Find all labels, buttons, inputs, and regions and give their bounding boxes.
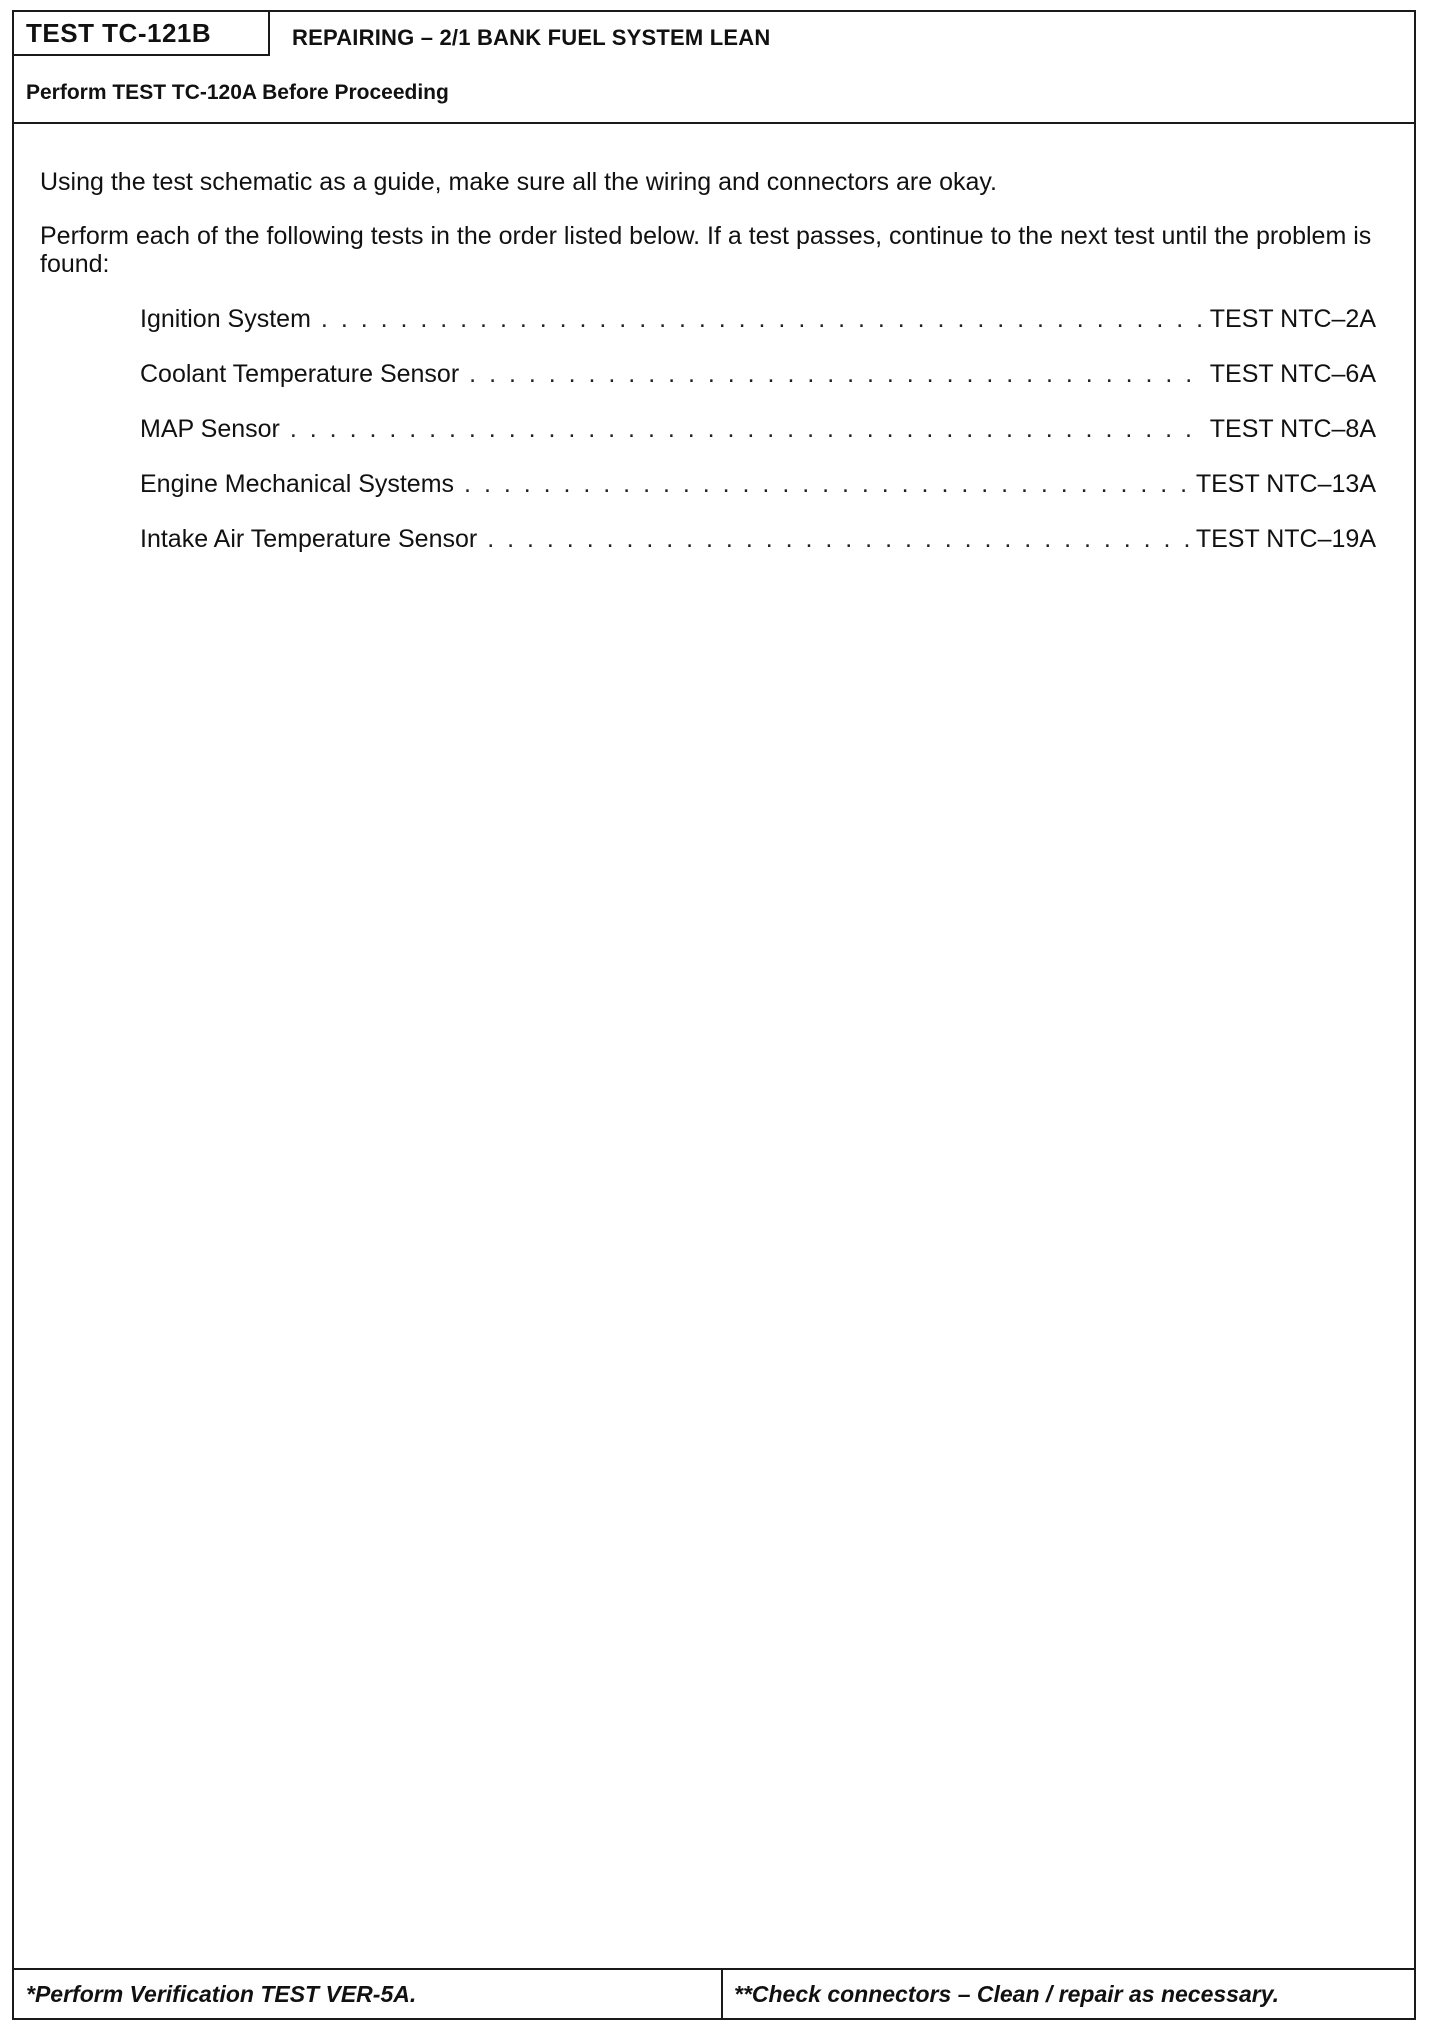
- test-reference: TEST NTC–6A: [1209, 360, 1376, 388]
- dot-leader: [469, 359, 1204, 389]
- test-list: [140, 304, 1376, 579]
- instruction-paragraph-1: Using the test schematic as a guide, make sure all the wiring and connectors are okay.: [40, 168, 997, 196]
- test-list-item: [140, 414, 1376, 469]
- footer-divider: [721, 1970, 723, 2018]
- test-list-item: [140, 304, 1376, 359]
- test-reference: TEST NTC–8A: [1209, 415, 1376, 443]
- footer: [14, 1968, 1414, 2018]
- test-name: MAP Sensor: [140, 415, 280, 443]
- footer-verification-note: *Perform Verification TEST VER-5A.: [26, 1981, 417, 2007]
- title-row: [14, 12, 1414, 58]
- header-divider: [14, 122, 1414, 124]
- dot-leader: [321, 304, 1204, 334]
- instruction-paragraph-2: Perform each of the following tests in the order listed below. If a test passes, continue to the next test until the problem is found:: [40, 222, 1372, 278]
- test-reference: TEST NTC–19A: [1195, 525, 1376, 553]
- test-title: REPAIRING – 2/1 BANK FUEL SYSTEM LEAN: [292, 25, 771, 50]
- test-name: Ignition System: [140, 305, 311, 333]
- test-id: TEST TC-121B: [14, 12, 270, 56]
- dot-leader: [464, 469, 1190, 499]
- test-name: Intake Air Temperature Sensor: [140, 525, 478, 553]
- test-reference: TEST NTC–2A: [1209, 305, 1376, 333]
- dot-leader: [487, 524, 1190, 554]
- test-reference: TEST NTC–13A: [1195, 470, 1376, 498]
- prerequisite-note: Perform TEST TC-120A Before Proceeding: [26, 81, 449, 104]
- test-list-item: [140, 524, 1376, 579]
- test-name: Engine Mechanical Systems: [140, 470, 455, 498]
- test-list-item: [140, 359, 1376, 414]
- test-list-item: [140, 469, 1376, 524]
- dot-leader: [290, 414, 1204, 444]
- footer-connector-note: **Check connectors – Clean / repair as necessary.: [734, 1981, 1280, 2007]
- document-frame: [12, 10, 1416, 2020]
- test-name: Coolant Temperature Sensor: [140, 360, 460, 388]
